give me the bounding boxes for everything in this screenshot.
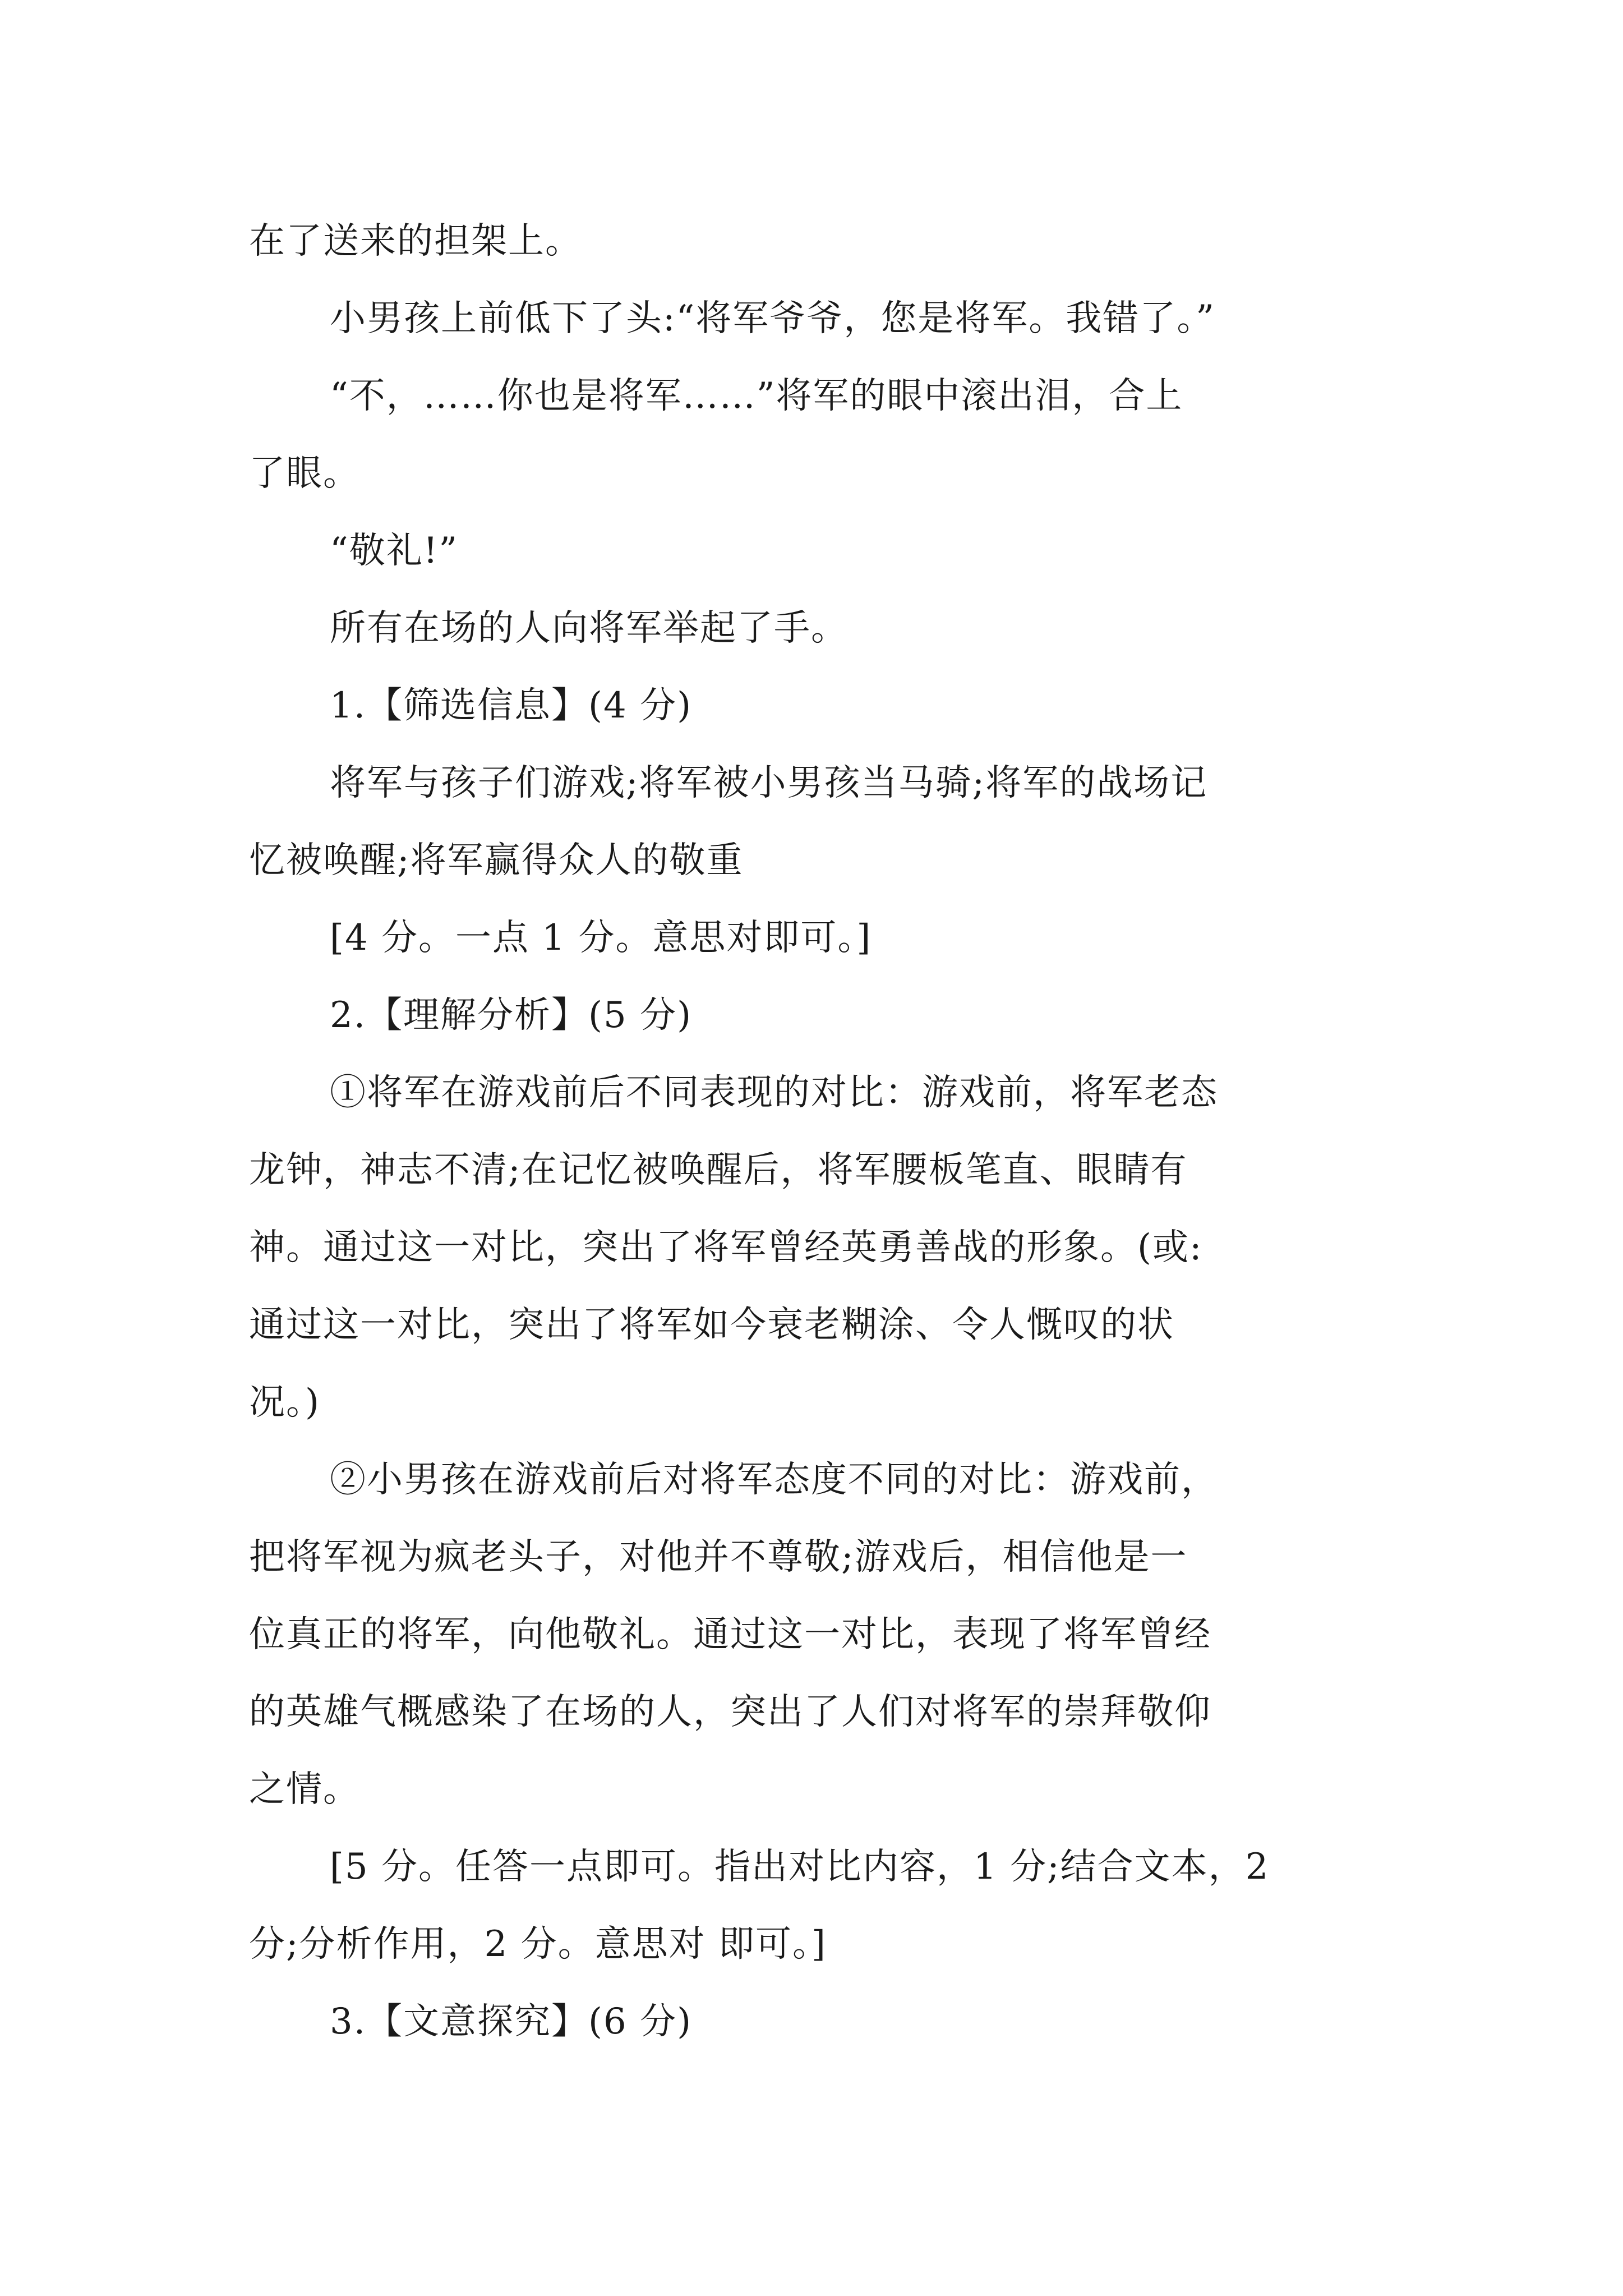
question-heading: 3.【文意探究】(6 分) xyxy=(330,2001,693,2042)
text-line: 所有在场的人向将军举起了手。 xyxy=(330,608,848,649)
text-line: 了眼。 xyxy=(249,453,360,494)
text-line: 把将军视为疯老头子，对他并不尊敬;游戏后，相信他是一 xyxy=(249,1536,1188,1578)
scoring-note: 分;分析作用，2 分。意思对 即可。] xyxy=(249,1924,827,1965)
text-line: ①将军在游戏前后不同表现的对比：游戏前，将军老态 xyxy=(330,1072,1218,1114)
text-line: 之情。 xyxy=(249,1769,360,1810)
scoring-note: [4 分。一点 1 分。意思对即可。] xyxy=(330,917,872,959)
question-heading: 1.【筛选信息】(4 分) xyxy=(330,685,693,726)
text-line: 的英雄气概感染了在场的人，突出了人们对将军的崇拜敬仰 xyxy=(249,1691,1211,1733)
text-line: 将军与孩子们游戏;将军被小男孩当马骑;将军的战场记 xyxy=(330,762,1208,804)
text-line: ②小男孩在游戏前后对将军态度不同的对比：游戏前， xyxy=(330,1459,1218,1501)
scoring-note: [5 分。任答一点即可。指出对比内容，1 分;结合文本，2 xyxy=(330,1846,1270,1888)
text-line: 小男孩上前低下了头:“将军爷爷，您是将军。我错了。” xyxy=(330,298,1215,339)
text-line: 位真正的将军，向他敬礼。通过这一对比，表现了将军曾经 xyxy=(249,1614,1211,1655)
text-line: 通过这一对比，突出了将军如今衰老糊涂、令人慨叹的状 xyxy=(249,1304,1174,1346)
text-line: 忆被唤醒;将军赢得众人的敬重 xyxy=(249,840,744,881)
text-line: 在了送来的担架上。 xyxy=(249,220,582,262)
text-line: 龙钟，神志不清;在记忆被唤醒后，将军腰板笔直、眼睛有 xyxy=(249,1149,1188,1191)
text-line: 况。) xyxy=(249,1382,320,1423)
text-line: “不，……你也是将军……”将军的眼中滚出泪，合上 xyxy=(330,375,1183,417)
text-line: “敬礼!” xyxy=(330,530,459,572)
question-heading: 2.【理解分析】(5 分) xyxy=(330,995,693,1036)
text-line: 神。通过这一对比，突出了将军曾经英勇善战的形象。(或: xyxy=(249,1227,1203,1268)
